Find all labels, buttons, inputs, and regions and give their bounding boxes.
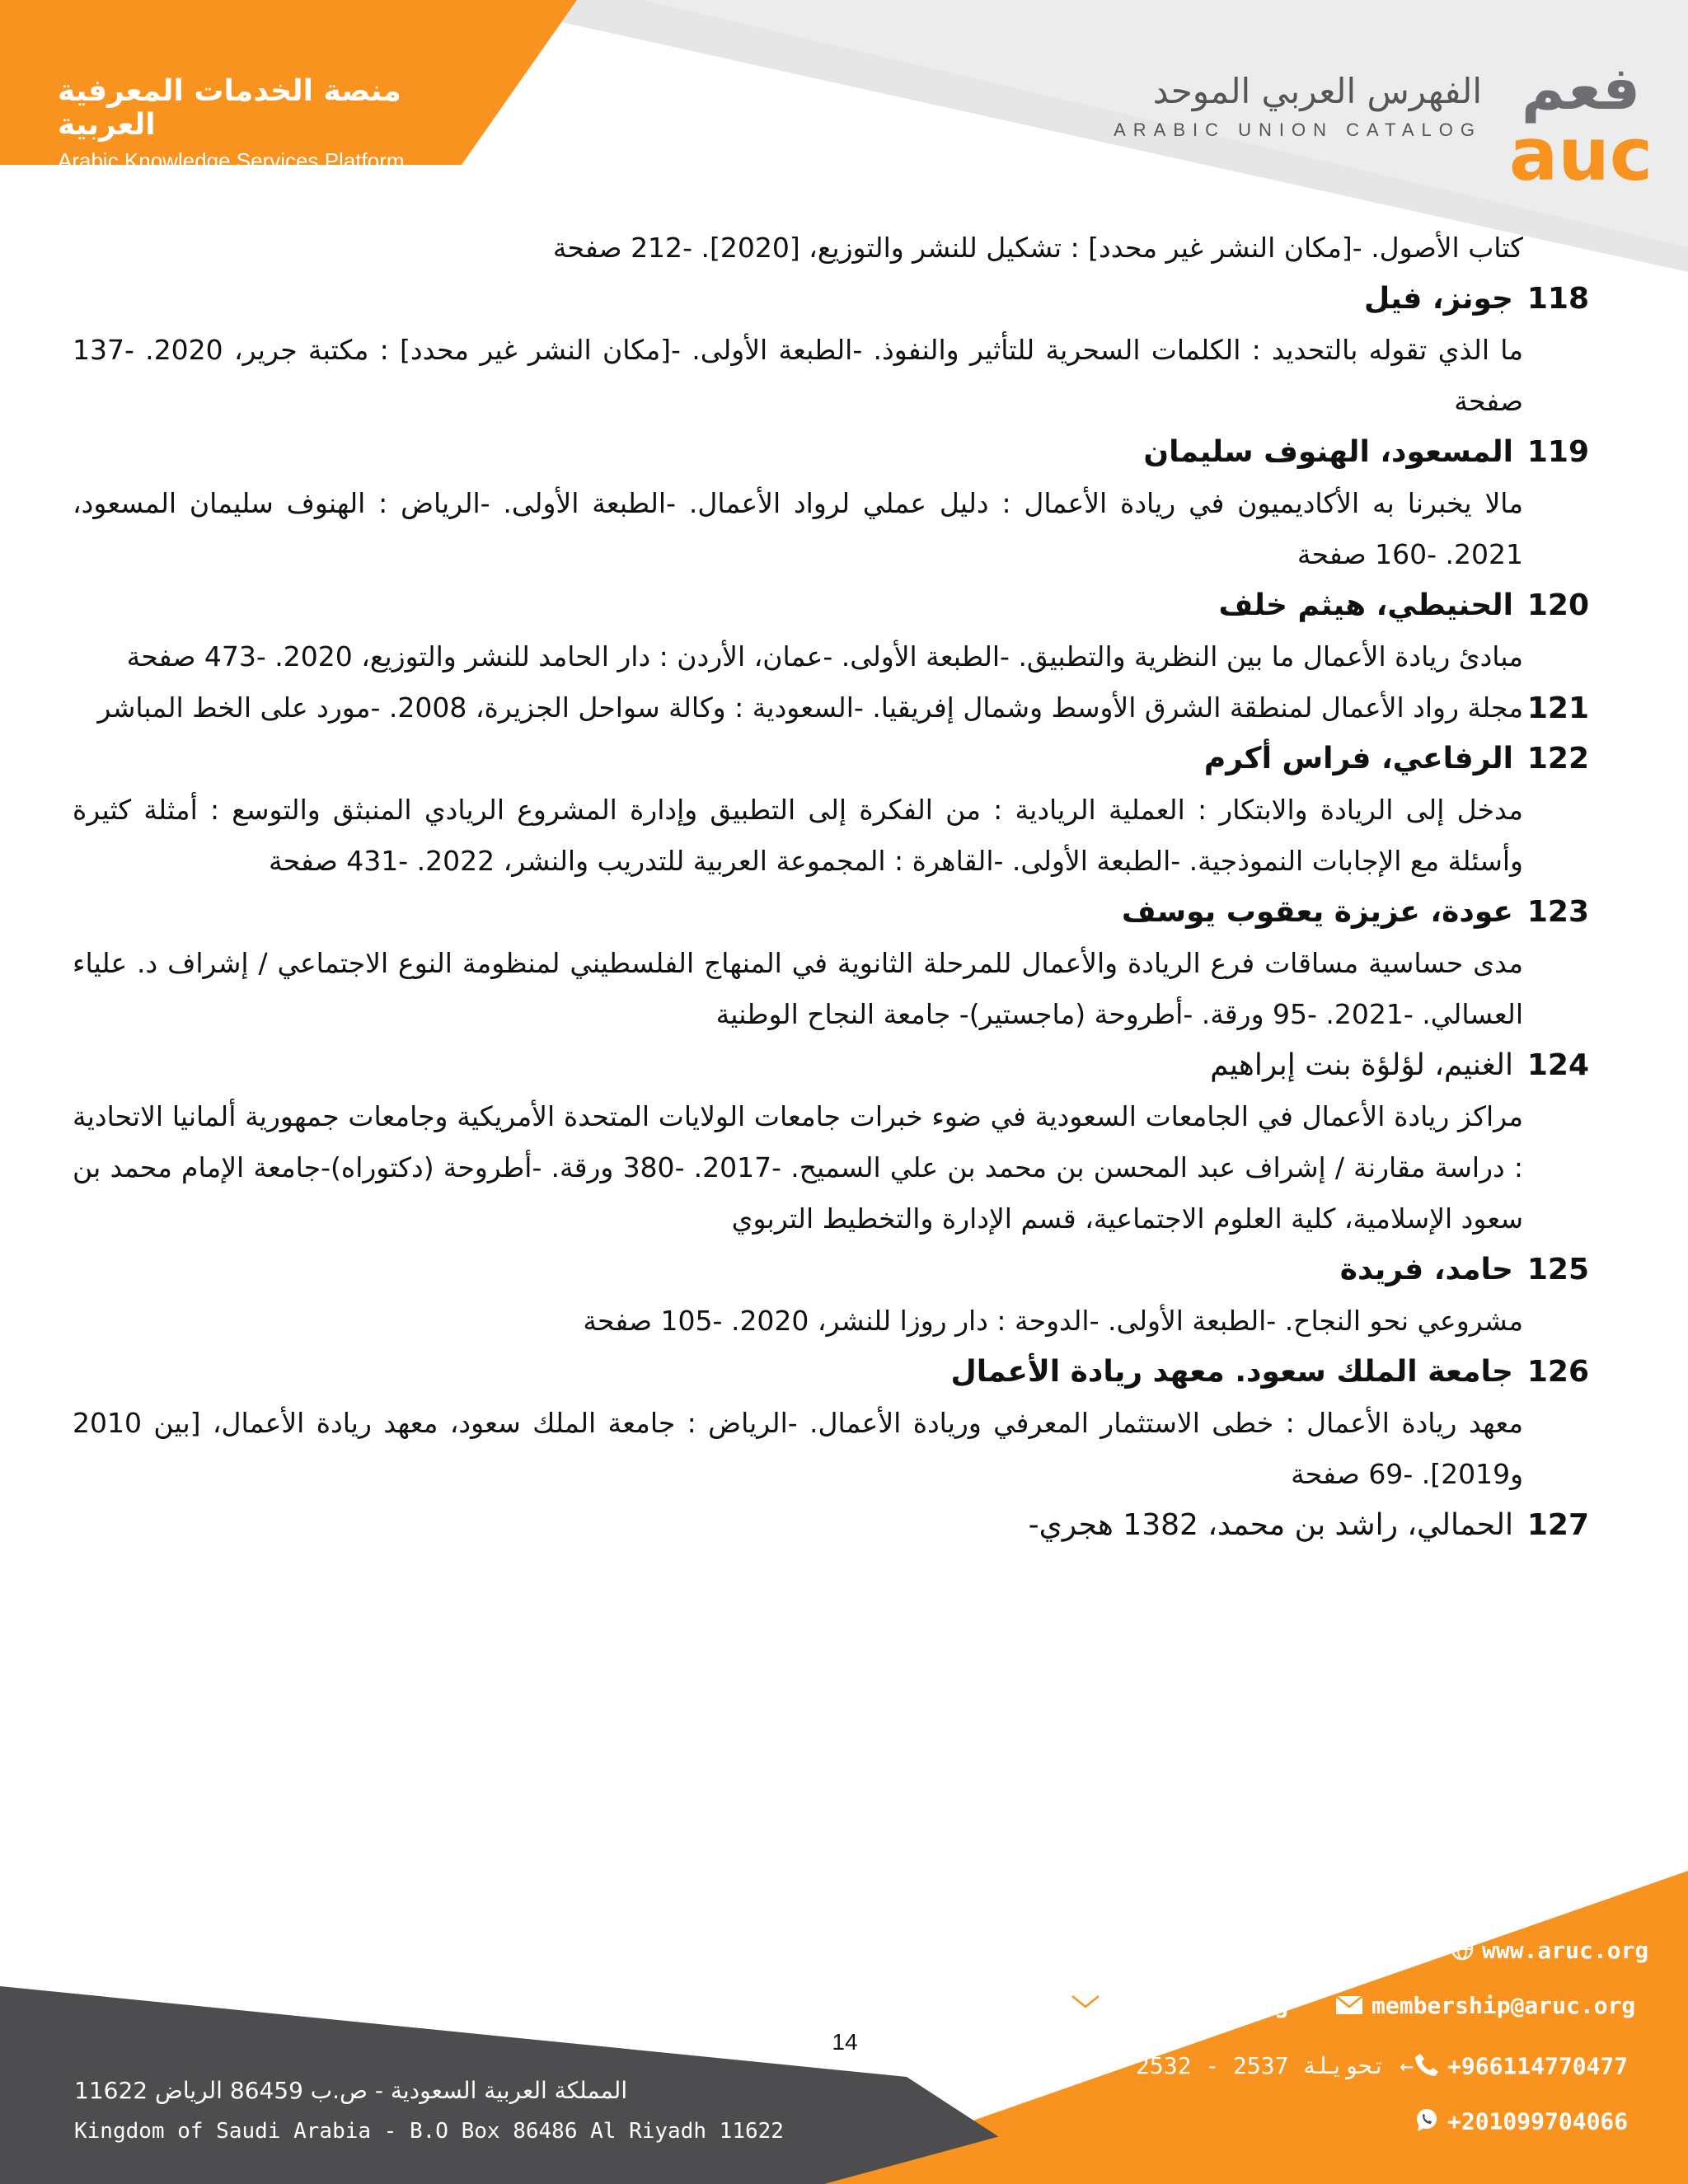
entry-author: الغنيم، لؤلؤة بنت إبراهيم: [1210, 1048, 1513, 1082]
entry-heading: [73, 733, 1589, 785]
entry-number: 122: [1526, 742, 1589, 776]
membership-email-link[interactable]: [1335, 1992, 1635, 2021]
entry-127: [73, 1500, 1589, 1551]
platform-branding: [58, 74, 437, 174]
entry-author: جونز، فيل: [1363, 282, 1513, 316]
entry-heading: [73, 1500, 1589, 1551]
info-email-link[interactable]: [1071, 1992, 1288, 2021]
phone-icon: [1414, 2052, 1439, 2083]
entry-number: 123: [1526, 895, 1589, 929]
info-email-text: info@aruc.org: [1108, 1992, 1289, 2019]
entry-description: مالا يخبرنا به الأكاديميون في ريادة الأعمال : دليل عملي لرواد الأعمال. -الطبعة الأولى. -الرياض : الهنوف سليمان المسعود، 2021. -160 صفحة: [73, 487, 1523, 570]
entry-number: 118: [1526, 282, 1589, 316]
entry-number: 119: [1526, 435, 1589, 469]
entry-description: مجلة رواد الأعمال لمنطقة الشرق الأوسط وشمال إفريقيا. -السعودية : وكالة سواحل الجزيرة، 2008. -مورد على الخط المباشر: [97, 691, 1523, 724]
whatsapp-link[interactable]: [1414, 2107, 1628, 2138]
catalog-list: [73, 223, 1589, 1551]
entry-author: المسعود، الهنوف سليمان: [1143, 435, 1513, 469]
entry-description: ما الذي تقوله بالتحديد : الكلمات السحرية للتأثير والنفوذ. -الطبعة الأولى. -[مكان النشر غير محدد] : مكتبة جرير، 2020. -137 صفحة: [73, 334, 1524, 417]
catalog-name-english: ARABIC UNION CATALOG: [1114, 120, 1482, 140]
entry-118: [73, 274, 1589, 427]
entry-119: [73, 427, 1589, 580]
phone-text: +966114770477: [1447, 2052, 1629, 2080]
entry-description: مدخل إلى الريادة والابتكار : العملية الريادية : من الفكرة إلى التطبيق وإدارة المشروع الريادي المنبثق والتوسع : أمثلة كثيرة وأسئلة مع الإجابات النموذجية. -الطبعة الأولى. -القاهرة : المجموعة العربية للتدريب والنشر، 2022. -431 صفحة: [73, 794, 1523, 877]
address-english: Kingdom of Saudi Arabia - B.O Box 86486 Al Riyadh 11622: [74, 2119, 784, 2144]
entry-author: الحمالي، راشد بن محمد، 1382 هجري-: [1028, 1508, 1513, 1542]
entry-number: 125: [1526, 1253, 1589, 1286]
whatsapp-icon: [1414, 2107, 1439, 2138]
entry-number: 120: [1526, 588, 1589, 622]
logo-english-letters: auc: [1508, 112, 1653, 190]
entry-120: [73, 580, 1589, 682]
entry-heading: [73, 274, 1589, 325]
postal-address: [74, 2077, 784, 2144]
entry-122: [73, 733, 1589, 887]
entry-author: جامعة الملك سعود. معهد ريادة الأعمال: [950, 1355, 1513, 1389]
platform-name-arabic: منصة الخدمات المعرفية العربية: [58, 74, 401, 142]
membership-email-text: membership@aruc.org: [1372, 1992, 1636, 2019]
entry-description: مدى حساسية مساقات فرع الريادة والأعمال للمرحلة الثانوية في المنهاج الفلسطيني لمنظومة النوع الاجتماعي / إشراف د. علياء العسالي. -2021. -95 ورقة. -أطروحة (ماجستير)- جامعة النجاح الوطنية: [73, 947, 1523, 1030]
envelope-icon: [1335, 1994, 1363, 2021]
entry-121: [73, 682, 1589, 733]
entry-description: معهد ريادة الأعمال : خطى الاستثمار المعرفي وريادة الأعمال. -الرياض : جامعة الملك سعود، معهد ريادة الأعمال، [بين 2010 و2019]. -69 صفحة: [73, 1407, 1523, 1490]
auc-logo: [1507, 49, 1655, 190]
platform-name-english: Arabic Knowledge Services Platform: [58, 148, 405, 173]
website-link[interactable]: [1451, 1937, 1648, 1966]
page-number: 14: [832, 2029, 858, 2055]
address-arabic: المملكة العربية السعودية - ص.ب 86459 الرياض 11622: [74, 2077, 628, 2104]
catalog-name-arabic: الفهرس العربي الموحد: [1152, 71, 1482, 111]
whatsapp-text: +201099704066: [1447, 2107, 1629, 2135]
globe-icon: [1451, 1938, 1474, 1966]
entry-author: حامد، فريدة: [1339, 1253, 1513, 1286]
entry-heading: [73, 1347, 1589, 1398]
entry-heading: [73, 1244, 1589, 1296]
entry-126: [73, 1347, 1589, 1500]
catalog-branding: [954, 71, 1482, 141]
entry-number: 121: [1526, 691, 1589, 725]
entry-heading: [73, 580, 1589, 631]
entry-125: [73, 1244, 1589, 1347]
entry-description: مراكز ريادة الأعمال في الجامعات السعودية في ضوء خبرات جامعات الولايات المتحدة الأمريكية وجامعات جمهورية ألمانيا الاتحادية : دراسة مقارنة / إشراف عبد المحسن بن محمد بن علي السميح. -2017. -380 ورقة. -أطروحة (دكتوراه)-جامعة الإمام محمد بن سعود الإسلامية، كلية العلوم الاجتماعية، قسم الإدارة والتخطيط التربوي: [73, 1100, 1524, 1235]
entry-heading: [73, 427, 1589, 478]
phone-link[interactable]: [1414, 2052, 1628, 2083]
entry-number: 124: [1526, 1048, 1589, 1082]
entry-number: 127: [1526, 1508, 1589, 1542]
website-text: www.aruc.org: [1482, 1937, 1649, 1964]
entry-heading: [73, 1040, 1589, 1091]
entry-author: الحنيطي، هيثم خلف: [1218, 588, 1513, 622]
entry-124: [73, 1040, 1589, 1244]
entry-123: [73, 887, 1589, 1040]
entry-heading: [73, 887, 1589, 938]
entry-author: عودة، عزيزة يعقوب يوسف: [1121, 895, 1513, 929]
logo-arabic-letters: فعم: [1521, 54, 1641, 123]
entry-author: الرفاعي، فراس أكرم: [1203, 742, 1513, 776]
phone-extensions: 2532 - 2537 تحويلة ←: [1136, 2052, 1414, 2079]
entry-description: مبادئ ريادة الأعمال ما بين النظرية والتطبيق. -الطبعة الأولى. -عمان، الأردن : دار الحامد للنشر والتوزيع، 2020. -473 صفحة: [126, 640, 1523, 673]
continued-entry-text: كتاب الأصول. -[مكان النشر غير محدد] : تشكيل للنشر والتوزيع، [2020]. -212 صفحة: [552, 232, 1523, 264]
entry-description: مشروعي نحو النجاح. -الطبعة الأولى. -الدوحة : دار روزا للنشر، 2020. -105 صفحة: [583, 1305, 1523, 1337]
envelope-icon: [1071, 1994, 1100, 2021]
entry-number: 126: [1526, 1355, 1589, 1389]
